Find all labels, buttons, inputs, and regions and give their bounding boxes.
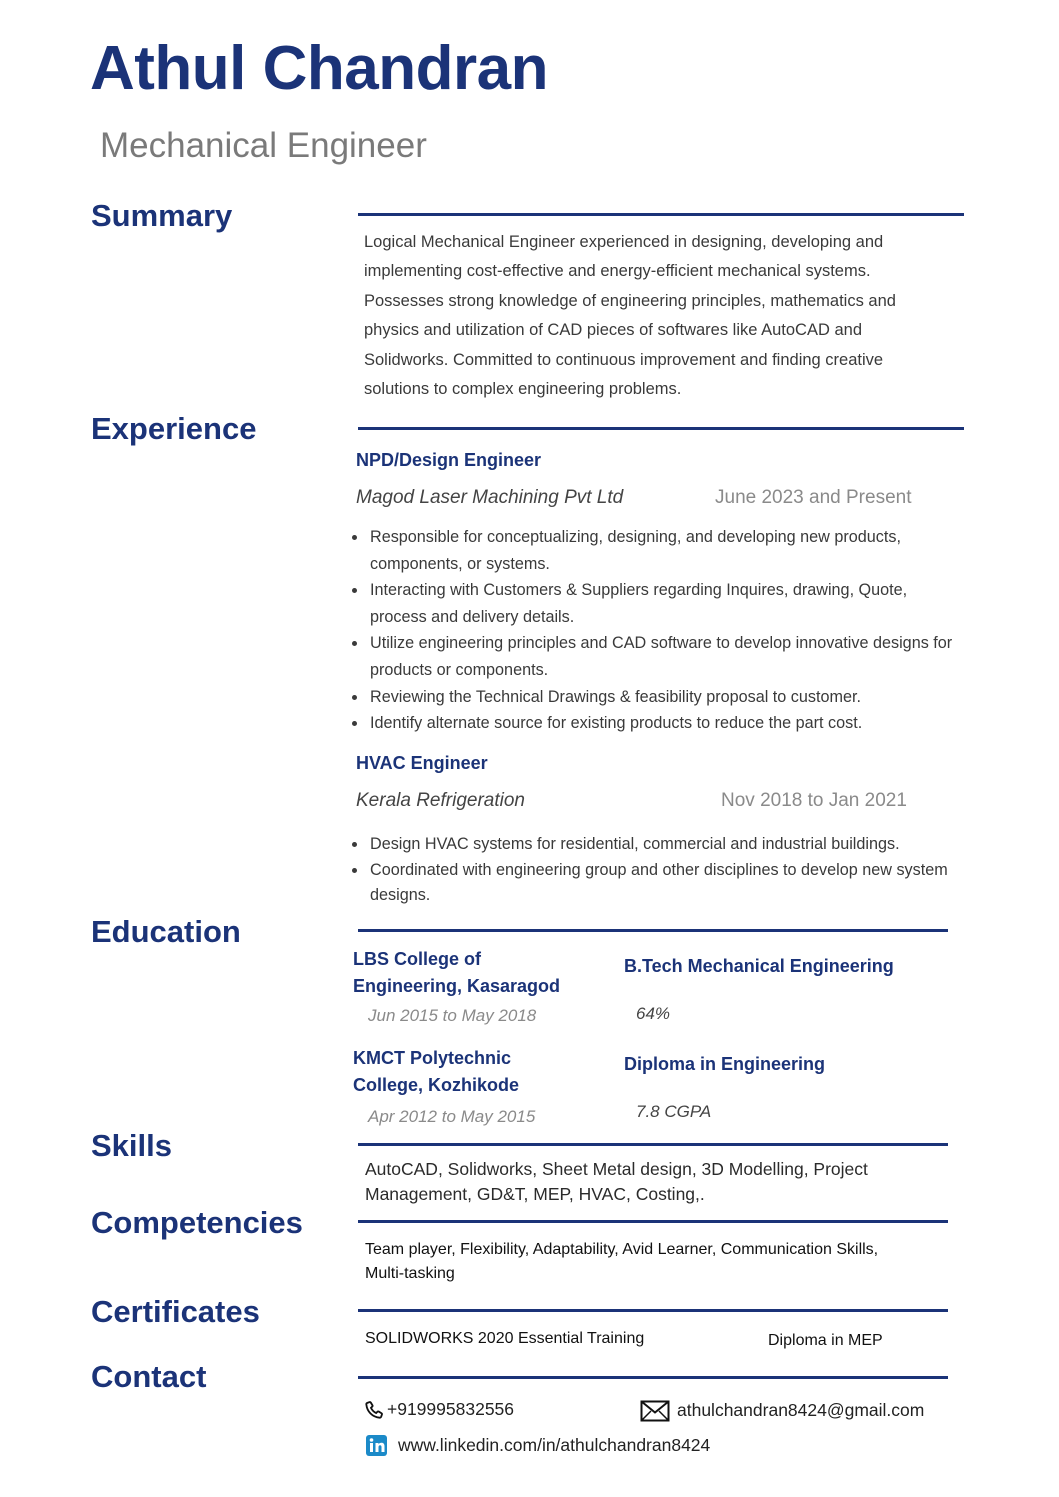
contact-phone[interactable] [364,1400,514,1420]
section-divider [358,1220,948,1223]
school-name-line: LBS College of [353,949,482,969]
job-dates: June 2023 and Present [715,487,912,508]
skills-line: Management, GD&T, MEP, HVAC, Costing,. [365,1184,705,1204]
competencies-line: Multi-tasking [365,1265,455,1282]
school-name-line: College, Kozhikode [353,1075,520,1095]
job-company: Kerala Refrigeration [356,790,525,811]
job-bullet: • Responsible for conceptualizing, designing, and developing new products, components, or systems. [368,524,965,577]
phone-number: +919995832556 [387,1399,515,1420]
certificate-item: SOLIDWORKS 2020 Essential Training [365,1330,645,1347]
section-title-experience: Experience [91,411,257,446]
section-title-skills: Skills [91,1128,172,1163]
summary-line: Solidworks. Committed to continuous improvement and finding creative [364,350,884,369]
summary-text [364,228,964,404]
section-divider [358,213,964,216]
summary-line: Logical Mechanical Engineer experienced in designing, developing and [364,233,884,251]
job-bullet: • Interacting with Customers & Suppliers regarding Inquires, drawing, Quote, process and delivery details. [368,577,965,630]
competencies-text [365,1238,950,1286]
education-dates: Apr 2012 to May 2015 [368,1107,536,1126]
job-bullet: • Identify alternate source for existing products to reduce the part cost. [368,710,965,737]
skills-line: AutoCAD, Solidworks, Sheet Metal design, 3D Modelling, Project [365,1159,868,1179]
certificate-item: Diploma in MEP [768,1332,883,1349]
email-address: athulchandran8424@gmail.com [677,1400,925,1421]
section-title-certificates: Certificates [91,1294,260,1329]
section-title-education: Education [91,914,241,949]
candidate-role: Mechanical Engineer [100,126,427,165]
section-divider [358,1376,948,1379]
job-title: NPD/Design Engineer [356,450,542,470]
summary-line: physics and utilization of CAD pieces of softwares like AutoCAD and [364,321,862,340]
contact-linkedin[interactable] [366,1435,710,1456]
job-bullet: • Design HVAC systems for residential, commercial and industrial buildings. [368,832,965,858]
job-bullets [350,524,965,737]
education-dates: Jun 2015 to May 2018 [368,1006,537,1025]
summary-line: implementing cost-effective and energy-efficient mechanical systems. [364,262,871,281]
education-degree: Diploma in Engineering [624,1054,826,1074]
job-bullets [350,832,965,909]
section-divider [358,929,948,932]
section-divider [358,427,964,430]
education-score: 7.8 CGPA [636,1102,712,1121]
school-name-line: KMCT Polytechnic [353,1048,512,1068]
section-title-contact: Contact [91,1359,207,1394]
linkedin-icon [366,1435,387,1456]
education-score: 64% [636,1004,671,1023]
education-school [353,946,560,1000]
summary-line: Possesses strong knowledge of engineering principles, mathematics and [364,291,896,310]
contact-email[interactable] [640,1400,924,1422]
section-title-summary: Summary [91,198,233,233]
envelope-icon [640,1400,670,1422]
summary-line: solutions to complex engineering problems. [364,380,682,399]
skills-text [365,1157,945,1207]
linkedin-url: www.linkedin.com/in/athulchandran8424 [398,1434,711,1455]
school-name-line: Engineering, Kasaragod [353,976,561,996]
education-degree: B.Tech Mechanical Engineering [624,956,894,976]
job-company: Magod Laser Machining Pvt Ltd [356,487,624,508]
education-school [353,1045,519,1099]
job-title: HVAC Engineer [356,753,488,773]
job-bullet: • Utilize engineering principles and CAD software to develop innovative designs for products or components. [368,630,965,683]
competencies-line: Team player, Flexibility, Adaptability, Avid Learner, Communication Skills, [365,1241,879,1258]
section-divider [358,1309,948,1312]
candidate-name: Athul Chandran [90,34,548,103]
job-dates: Nov 2018 to Jan 2021 [721,790,907,811]
phone-icon [364,1400,384,1420]
job-bullet: • Reviewing the Technical Drawings & feasibility proposal to customer. [368,684,965,711]
section-title-competencies: Competencies [91,1205,303,1240]
section-divider [358,1143,948,1146]
job-bullet: • Coordinated with engineering group and other disciplines to develop new system designs. [368,858,965,909]
